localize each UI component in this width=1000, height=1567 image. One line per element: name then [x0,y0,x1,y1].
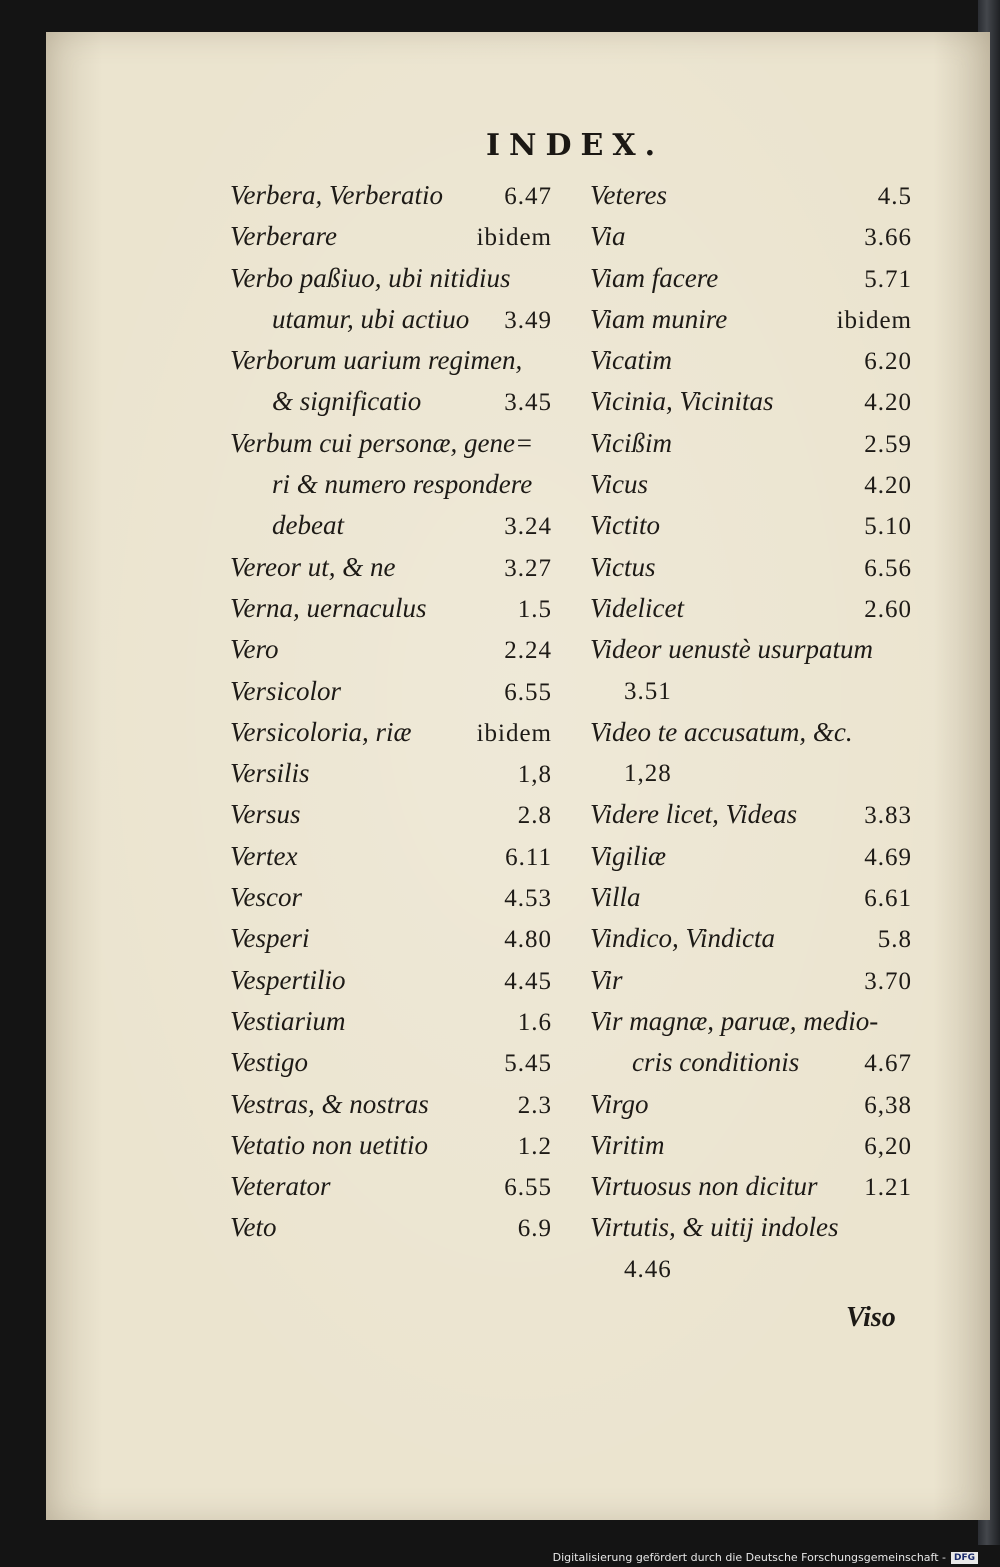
entry-reference: 2.8 [517,802,552,830]
index-entry [230,794,552,835]
index-entry [590,960,912,1001]
entry-term: Verbera, Verberatio [230,180,443,210]
entry-term: Vescor [230,882,302,913]
entry-term: Vicatim [590,345,672,376]
index-entry [230,216,552,257]
entry-reference: 6.61 [864,885,912,913]
entry-reference: 4.20 [864,389,912,417]
page-header: INDEX. [486,128,665,163]
entry-term: Videor uenustè usurpatum [590,634,873,665]
entry-reference: ibidem [476,224,552,252]
entry-term: Verna, uernaculus [230,592,427,623]
entry-reference: 3.27 [504,554,552,582]
entry-term: Vicinia, Vicinitas [590,386,774,417]
entry-term: Vetatio non uetitio [230,1129,428,1160]
entry-reference: 4.53 [504,885,552,913]
index-entry [590,712,912,753]
entry-reference: 1.2 [517,1132,552,1160]
entry-reference: 1,8 [517,761,552,789]
entry-reference: 3.83 [864,802,912,830]
entry-term: Vespertilio [230,964,346,995]
entry-term: Virgo [590,1088,649,1119]
entry-term: Vestigo [230,1047,308,1078]
index-column-left [230,175,552,1249]
index-entry [230,712,552,753]
entry-reference: 4.80 [504,926,552,954]
entry-term: Vicißim [590,427,672,458]
entry-term: Verbo paßiuo, ubi nitidius [230,262,511,293]
index-entry [230,588,552,629]
entry-term: Vicus [590,469,648,500]
index-entry [590,340,912,381]
index-entry [590,1166,912,1207]
entry-reference: 2.3 [517,1091,552,1119]
entry-term: Versicoloria, riæ [230,716,412,747]
index-entry [590,175,912,216]
entry-term: Vir magnæ, paruæ, medio- [590,1005,879,1036]
catchword: Viso [846,1302,896,1333]
entry-term: Villa [590,882,641,913]
entry-term: Versicolor [230,675,341,706]
entry-reference: 6,38 [864,1091,912,1119]
index-entry [590,588,912,629]
entry-reference: 5.10 [864,513,912,541]
index-entry [230,836,552,877]
entry-reference: 3.70 [864,967,912,995]
entry-term: Victus [590,551,656,582]
entry-term: Versilis [230,758,310,789]
entry-term: Vereor ut, & ne [230,551,396,582]
index-entry [590,464,912,505]
entry-reference: 6.20 [864,348,912,376]
entry-term: Vindico, Vindicta [590,923,775,954]
entry-term: debeat [272,510,344,541]
index-entry [590,877,912,918]
index-entry [230,671,552,712]
entry-reference: 3.66 [864,224,912,252]
entry-reference: 1.21 [864,1174,912,1202]
index-entry [590,1042,912,1083]
index-entry [590,918,912,959]
entry-reference: 4.45 [504,967,552,995]
index-entry [590,671,912,712]
credit-text: Digitalisierung gefördert durch die Deutsche Forschungsgemeinschaft - [552,1551,946,1564]
index-entry [230,1084,552,1125]
index-entry [230,464,552,505]
entry-reference: 6.55 [504,678,552,706]
index-entry [590,1207,912,1248]
entry-reference: 2.60 [864,595,912,623]
entry-reference: 6.56 [864,554,912,582]
entry-reference: 2.59 [864,430,912,458]
entry-term: Versus [230,799,301,830]
index-entry [590,258,912,299]
entry-term: & significatio [272,386,422,417]
index-entry [590,423,912,464]
index-entry [590,629,912,670]
index-entry [230,1207,552,1248]
index-entry [590,794,912,835]
entry-reference: 5.8 [877,926,912,954]
entry-reference: 1.6 [517,1008,552,1036]
index-entry [590,1084,912,1125]
index-entry [590,505,912,546]
index-entry [590,299,912,340]
index-entry [230,505,552,546]
index-entry [590,753,912,794]
index-entry [590,216,912,257]
index-entry [230,753,552,794]
index-entry [590,1249,912,1290]
entry-reference: 4.69 [864,843,912,871]
entry-term: Viam munire [590,303,728,334]
entry-reference: 6.47 [504,183,552,210]
entry-reference: 3.51 [624,677,672,705]
entry-term: cris conditionis [632,1047,800,1078]
index-entry [590,836,912,877]
index-entry [230,918,552,959]
index-entry [590,547,912,588]
index-entry [230,1042,552,1083]
entry-reference: 3.45 [504,389,552,417]
entry-term: Via [590,221,626,252]
entry-term: Verbum cui personæ, gene= [230,427,534,458]
index-column-right [590,175,912,1290]
entry-term: Viritim [590,1129,665,1160]
entry-reference: 4.20 [864,472,912,500]
entry-term: Veteres [590,180,667,210]
digitization-credit [553,1551,978,1564]
entry-term: Veterator [230,1171,331,1202]
index-entry [590,1125,912,1166]
index-entry [230,381,552,422]
entry-term: Viam facere [590,262,719,293]
entry-reference: ibidem [476,719,552,747]
entry-reference: 4.5 [877,183,912,210]
entry-term: Virtutis, & uitij indoles [590,1212,839,1243]
entry-term: Vestras, & nostras [230,1088,429,1119]
entry-term: Veto [230,1212,277,1243]
entry-term: Vir [590,964,623,995]
index-entry [230,423,552,464]
entry-term: Verborum uarium regimen, [230,345,523,376]
entry-term: utamur, ubi actiuo [272,303,470,334]
entry-term: Vigiliæ [590,840,667,871]
index-entry [230,1001,552,1042]
entry-term: Virtuosus non dicitur [590,1171,818,1202]
index-entry [230,175,552,216]
entry-term: ri & numero respondere [272,469,533,500]
entry-term: Video te accusatum, &c. [590,716,853,747]
entry-term: Vesperi [230,923,310,954]
index-entry [230,340,552,381]
entry-term: Verberare [230,221,337,252]
dfg-logo: DFG [951,1552,978,1564]
entry-reference: 1.5 [517,595,552,623]
index-entry [230,629,552,670]
entry-term: Victito [590,510,660,541]
index-entry [590,381,912,422]
entry-reference: 1,28 [624,760,672,788]
entry-reference: 2.24 [504,637,552,665]
entry-reference: 6.11 [505,843,552,871]
entry-reference: 3.24 [504,513,552,541]
entry-term: Videlicet [590,592,684,623]
entry-term: Vertex [230,840,298,871]
entry-reference: 4.67 [864,1050,912,1078]
index-entry [230,960,552,1001]
index-entry [230,1125,552,1166]
entry-reference: 6.55 [504,1174,552,1202]
entry-reference: 3.49 [504,306,552,334]
entry-term: Vero [230,634,279,665]
entry-term: Videre licet, Videas [590,799,798,830]
index-entry [590,1001,912,1042]
entry-reference: 4.46 [624,1255,672,1283]
entry-term: Vestiarium [230,1005,346,1036]
entry-reference: 6,20 [864,1132,912,1160]
index-entry [230,1166,552,1207]
entry-reference: 5.71 [864,265,912,293]
index-entry [230,547,552,588]
index-entry [230,877,552,918]
entry-reference: 6.9 [517,1215,552,1243]
index-entry [230,299,552,340]
index-entry [230,258,552,299]
entry-reference: 5.45 [504,1050,552,1078]
entry-reference: ibidem [836,306,912,334]
